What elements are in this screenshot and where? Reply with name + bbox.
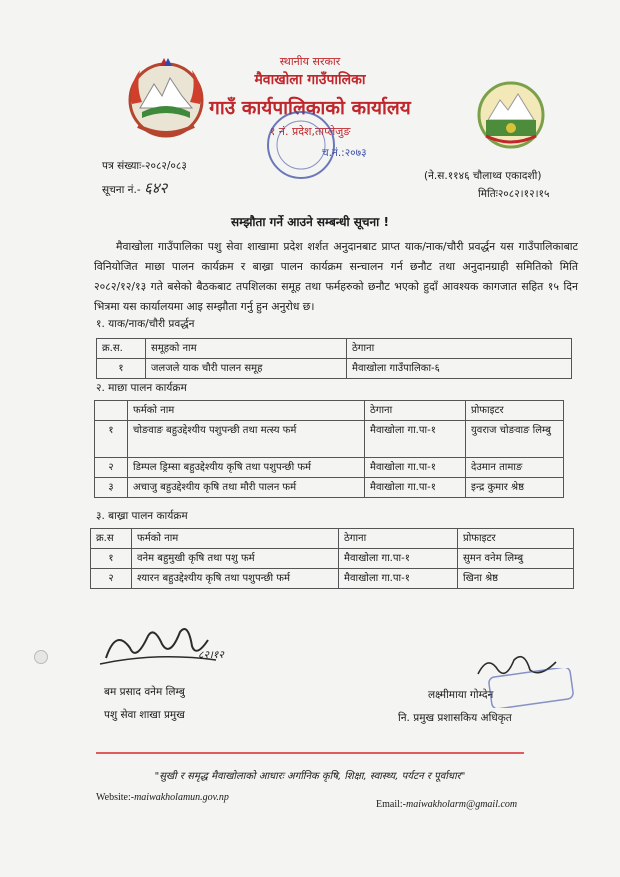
signature-left-date: ८२।१२ [198,649,224,661]
section2-title: २. माछा पालन कार्यक्रम [96,382,187,394]
table-cell: मैवाखोला गा.पा-१ [339,549,458,569]
table-cell: जलजले याक चौरी पालन समूह [146,359,347,379]
office-stamp-right [486,668,576,708]
table-row [95,478,564,498]
table-cell: खिना श्रेष्ठ [458,569,574,589]
table-header-cell: फर्मको नाम [128,401,365,421]
table-cell: वनेम बहुमुखी कृषि तथा पशु फर्म [132,549,339,569]
table-cell: २ [95,458,128,478]
table-row [95,421,564,458]
table-cell: १ [95,421,128,458]
government-label: स्थानीय सरकार [279,55,341,68]
section3-table [90,528,574,589]
section1-title: १. याक/नाक/चौरी प्रवर्द्धन [96,318,195,330]
table-header-cell: ठेगाना [339,529,458,549]
email-link[interactable]: maiwakholarm@gmail.com [406,799,518,810]
office-address: १ नं. प्रदेश,ताप्लेजुङ [269,125,351,138]
section1-table [96,338,572,379]
signature-right-designation: नि. प्रमुख प्रशासकिय अधिकृत [398,712,512,724]
office-name: गाउँ कार्यपालिकाको कार्यालय [209,97,411,119]
table-cell: अचाजु बहुउद्देश्यीय कृषि तथा मौरी पालन फर्म [128,478,365,498]
table-cell: इन्द्र कुमार श्रेष्ठ [466,478,564,498]
table-cell: युवराज चोङवाङ लिम्बु [466,421,564,458]
table-cell: मैवाखोला गा.पा-१ [365,478,466,498]
table-cell: चोङवाङ बहुउद्देश्यीय पशुपन्छी तथा मत्स्य फर्म [128,421,365,458]
office-stamp [264,108,338,182]
table-header-cell: ठेगाना [347,339,572,359]
table-header-cell: समूहको नाम [146,339,347,359]
notice-number-label: सूचना नं.- [102,184,141,196]
website-link[interactable]: maiwakholamun.gov.np [134,792,229,803]
table-header-cell: क्र.स [91,529,132,549]
nepal-sambat-date: (ने.स.११४६ चौलाथ्व एकादशी) [424,170,542,182]
table-cell: ३ [95,478,128,498]
table-row [97,359,572,379]
table-header-cell: प्रोफाइटर [466,401,564,421]
table-cell: १ [91,549,132,569]
table-header-cell: ठेगाना [365,401,466,421]
table-header-cell: क्र.स. [97,339,146,359]
punch-hole [34,650,48,664]
table-header-cell: फर्मको नाम [132,529,339,549]
dispatch-number: च.नं.:२०७३ [322,147,367,159]
table-cell: मैवाखोला गा.पा-१ [365,421,466,458]
signature-left-designation: पशु सेवा शाखा प्रमुख [104,709,185,721]
table-header-row [95,401,564,421]
table-cell: २ [91,569,132,589]
notice-date: मितिः२०८२।१२।१५ [478,188,550,200]
table-cell: १ [97,359,146,379]
footer-website [96,792,229,803]
table-cell: सुमन वनेम लिम्बु [458,549,574,569]
table-header-cell: प्रोफाइटर [458,529,574,549]
section3-title: ३. बाख्रा पालन कार्यक्रम [96,510,188,522]
table-cell: मैवाखोला गाउँपालिका-६ [347,359,572,379]
section2-table [94,400,564,498]
table-cell: देउमान तामाङ [466,458,564,478]
signature-right-name: लक्ष्मीमाया गोम्देन [428,689,494,701]
notice-title: सम्झौता गर्ने आउने सम्बन्धी सूचना ! [231,215,389,229]
signature-left-name: बम प्रसाद वनेम लिम्बु [104,686,185,698]
table-header-cell [95,401,128,421]
notice-number-value: ६४२ [143,179,168,197]
letter-number: पत्र संख्याः-२०८२/०८३ [102,160,187,172]
table-row [91,549,574,569]
table-cell: श्यारन बहुउद्देश्यीय कृषि तथा पशुपन्छी फर्म [132,569,339,589]
table-cell: मैवाखोला गा.पा-१ [365,458,466,478]
table-cell: डिम्पल ड्रिम्सा बहुउद्देश्यीय कृषि तथा पशुपन्छी फर्म [128,458,365,478]
table-header-row [97,339,572,359]
table-header-row [91,529,574,549]
table-row [95,458,564,478]
footer-divider [96,752,524,754]
email-label: Email:- [376,799,406,810]
notice-paragraph: मैवाखोला गाउँपालिका पशु सेवा शाखामा प्रदेश शर्शत अनुदानबाट प्राप्त याक/नाक/चौरी प्रवर्द्धन यस गाउँपालिकाबाट विनियोजित माछा पालन कार्यक्रम र बाख्रा पालन कार्यक्रम सन्चालन गर्न छनौट तथा अनुदानग्राही समितिको मिति २०८२/१२/१३ गते बसेको बैठकबाट तपशिलका समूह तथा फर्महरुको छनौट भएको हुदाँ आवश्यक कागजात सहित १५ दिन भित्रमा यस कार्यालयमा आइ सम्झौता गर्नु हुन अनुरोध छ। [94,240,578,313]
notice-number [102,178,167,198]
website-label: Website:- [96,792,135,803]
footer-motto: "सुखी र समृद्ध मैवाखोलाको आधारः अर्गानिक कृषि, शिक्षा, स्वास्थ्य, पर्यटन र पूर्वाधार" [154,771,466,782]
municipality-name: मैवाखोला गाउँपालिका [254,72,366,88]
table-row [91,569,574,589]
table-cell: मैवाखोला गा.पा-१ [339,569,458,589]
footer-email [376,799,517,810]
signature-left-scribble [96,618,246,674]
